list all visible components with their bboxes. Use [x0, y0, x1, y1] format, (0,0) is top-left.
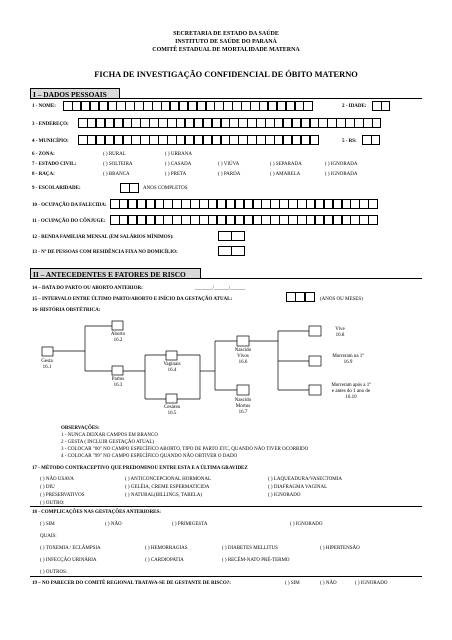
raca-parda[interactable]: ( ) PARDA [218, 172, 241, 177]
estado-civil-ignorada[interactable]: ( ) IGNORADA [325, 162, 358, 167]
q17-anticoncepcional[interactable]: ( ) ANTICONCEPCIONAL HORMONAL [125, 477, 212, 482]
rs-label: 5 - RS: [342, 139, 357, 144]
q17-label: 17 - MÉTODO CONTRACEPTIVO QUE PREDOMINOU ENTRE ESTA E A ÚLTIMA GRAVIDEZ [32, 466, 248, 471]
estado-civil-viuva[interactable]: ( ) VIÚVA [218, 162, 240, 167]
q18-diabetes[interactable]: ( ) DIABETES MELLITUS [222, 546, 278, 551]
diag-cesarea: Cesárea 16.5 [164, 405, 180, 416]
q18-nao[interactable]: ( ) NÃO [105, 522, 122, 527]
q18-sim[interactable]: ( ) SIM [40, 522, 55, 527]
q19-sim[interactable]: ( ) SIM [285, 581, 300, 586]
diag-morreram-apos: Morreram após a 1ª e antes do 1 ano de 16.10 [331, 383, 371, 400]
diag-aborto: Aborto 16.2 [110, 332, 126, 343]
q17-preservativos[interactable]: ( ) PRESERVATIVOS [40, 493, 85, 498]
obs-line-1: 1 - NUNCA DEIXAR CAMPOS EM BRANCO [61, 433, 158, 438]
q17-diafragma[interactable]: ( ) DIAFRAGMA VAGINAL [268, 485, 328, 490]
q18-quais: QUAIS: [40, 534, 57, 539]
raca-preta[interactable]: ( ) PRETA [165, 172, 187, 177]
estado-civil-solteira[interactable]: ( ) SOLTEIRA [103, 162, 133, 167]
q17-natural[interactable]: ( ) NATURAL(BILLINGS, TABELA) [125, 493, 202, 498]
obs-line-4: 4 - COLOCAR "99" NO CAMPO ESPECÍFICO QUANDO NÃO OBTIVER O DADO [61, 454, 238, 459]
escolaridade-suffix: ANOS COMPLETOS [143, 186, 188, 191]
raca-branca[interactable]: ( ) BRANCA [103, 172, 130, 177]
q17-diu[interactable]: ( ) DIU [40, 485, 55, 490]
header-line-2: INSTITUTO DE SAÚDE DO PARANÁ [175, 39, 277, 45]
q17-ignorado[interactable]: ( ) IGNORADO [268, 493, 301, 498]
q19-nao[interactable]: ( ) NÃO [320, 581, 337, 586]
municipio-label: 4 - MUNICÍPIO: [32, 139, 69, 144]
estado-civil-casada[interactable]: ( ) CASADA [165, 162, 192, 167]
diag-vive: Vive 16.8 [335, 327, 345, 338]
header-line-1: SECRETARIA DE ESTADO DA SAÚDE [173, 31, 279, 37]
header-line-3: COMITÊ ESTADUAL DE MORTALIDADE MATERNA [152, 47, 300, 53]
nome-label: 1 - NOME: [32, 104, 56, 109]
diag-morreram-1a: Morreram na 1ª 16.9 [332, 354, 364, 365]
diag-vaginais: Vaginais 16.4 [163, 362, 181, 373]
obs-line-3: 3 - COLOCAR "00" NO CAMPO ESPECÍFICO ABORTO, TIPO DE PARTO ETC, QUANDO NÃO TIVER OCORRIDO [61, 447, 309, 452]
section-1-title: I – DADOS PESSOAIS [30, 88, 120, 99]
q18-hipertensao[interactable]: ( ) HIPERTENSÃO [320, 546, 360, 551]
q19-label: 19 – NO PARECER DO COMITÊ REGIONAL TRATAVA-SE DE GESTANTE DE RISCO?: [32, 581, 231, 586]
q18-recem-nato[interactable]: ( ) RECÉM-NATO PRÉ-TERMO [222, 558, 290, 563]
q18-ignorado[interactable]: ( ) IGNORADO [290, 522, 323, 527]
diag-nascido-vivos: Nascido Vivos 16.6 [234, 348, 252, 365]
q14-date-blank[interactable]: _______/______/______ [195, 286, 246, 291]
q18-rule [30, 576, 422, 577]
q15-label: 15 – INTERVALO ENTRE ÚLTIMO PARTO/ABORTO E INÍCIO DA GESTAÇÃO ATUAL: [32, 297, 233, 302]
q18-outros[interactable]: ( ) OUTROS: [40, 570, 68, 575]
q17-rule [30, 506, 422, 507]
section-2-title: II – ANTECEDENTES E FATORES DE RISCO [30, 268, 201, 279]
q14-label: 14 – DATA DO PARTO OU ABORTO ANTERIOR: [32, 286, 143, 291]
q18-cardiopatia[interactable]: ( ) CARDIOPATIA [145, 558, 184, 563]
q18-toxemia[interactable]: ( ) TOXEMIA / ECLÂMPSIA [40, 546, 101, 551]
pessoas-label: 13 - Nº DE PESSOAS COM RESIDÊNCIA FIXA NO DOMICÍLIO: [32, 250, 178, 255]
ocupacao-falecida-label: 10 - OCUPAÇÃO DA FALECIDA: [32, 203, 107, 208]
raca-label: 8 - RAÇA: [32, 172, 55, 177]
estado-civil-separada[interactable]: ( ) SEPARADA [270, 162, 302, 167]
q16-label: 16- HISTÓRIA OBSTÉTRICA: [32, 308, 101, 313]
raca-amarela[interactable]: ( ) AMARELA [270, 172, 301, 177]
q17-outro[interactable]: ( ) OUTRO: [40, 501, 65, 506]
zona-rural[interactable]: ( ) RURAL [103, 152, 126, 157]
diag-gesta: Gesta 16.1 [41, 359, 53, 370]
q17-nao-usava[interactable]: ( ) NÃO USAVA [40, 477, 74, 482]
escolaridade-label: 9 - ESCOLARIDADE: [32, 186, 81, 191]
zona-urbana[interactable]: ( ) URBANA [165, 152, 192, 157]
raca-ignorada[interactable]: ( ) IGNORADA [325, 172, 358, 177]
q15-suffix: (ANOS OU MESES) [320, 297, 363, 302]
q18-primigesta[interactable]: ( ) PRIMIGESTA [172, 522, 208, 527]
obs-line-2: 2 - GESTA ( INCLUIR GESTAÇÃO ATUAL) [61, 440, 155, 445]
q18-hemorragias[interactable]: ( ) HEMORRAGIAS [145, 546, 188, 551]
q18-label: 18 - COMPLICAÇÕES NAS GESTAÇÕES ANTERIORES: [32, 510, 161, 515]
form-title: FICHA DE INVESTIGAÇÃO CONFIDENCIAL DE ÓBITO MATERNO [94, 70, 358, 79]
ocupacao-conjuge-label: 11 - OCUPAÇÃO DO CÔNJUGE: [32, 219, 106, 224]
renda-label: 12 - RENDA FAMILIAR MENSAL (EM SALÁRIOS MÍNIMOS): [32, 235, 174, 240]
q19-ignorado[interactable]: ( ) IGNORADO [355, 581, 388, 586]
endereco-label: 3 - ENDEREÇO: [32, 122, 69, 127]
zona-label: 6 - ZONA: [32, 152, 55, 157]
idade-label: 2 - IDADE: [342, 104, 367, 109]
diag-nascido-mortos: Nascido Mortos 16.7 [234, 398, 252, 415]
estado-civil-label: 7 - ESTADO CIVIL: [32, 162, 77, 167]
q17-laqueadura[interactable]: ( ) LAQUEADURA/VASECTOMIA [268, 477, 342, 482]
q18-infeccao[interactable]: ( ) INFECÇÃO URINÁRIA [40, 558, 97, 563]
diag-partos: Partos 16.3 [111, 377, 125, 388]
q17-geleia[interactable]: ( ) GELÉIA, CREME ESPERMATICIDA [125, 485, 210, 490]
obs-title: OBSERVAÇÕES: [61, 426, 100, 431]
